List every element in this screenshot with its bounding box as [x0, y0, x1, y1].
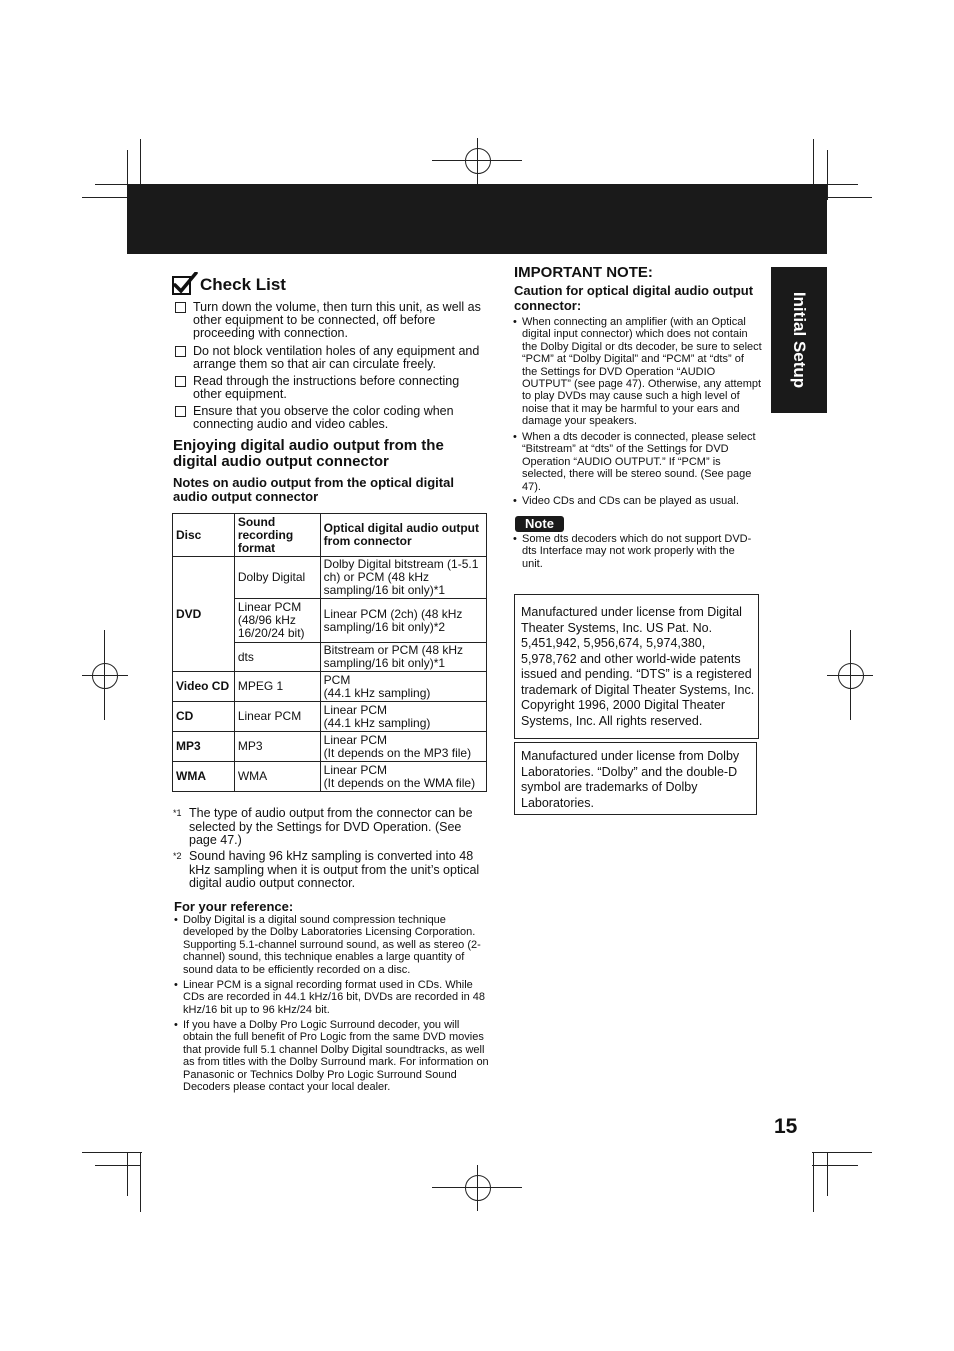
- table-cell: Linear PCM (It depends on the MP3 file): [320, 732, 486, 762]
- note-badge: Note: [515, 516, 564, 532]
- table-header: Sound recording format: [234, 514, 320, 557]
- notes-title: Notes on audio output from the optical digital audio output connector: [173, 475, 454, 504]
- section-title: Enjoying digital audio output from the digital audio output connector: [173, 437, 444, 470]
- check-list-item: Do not block ventilation holes of any equipment and arrange them so that air can circulate freely.: [175, 345, 475, 373]
- list-item: • When a dts decoder is connected, please select “Bitstream” at “dts” of the Settings for DVD Operation “AUDIO OUTPUT.” If “PCM” is selected, there will be stereo sound. (See page 47).: [513, 431, 756, 493]
- checkmark-box-icon: [172, 272, 198, 296]
- check-list-item: Turn down the volume, then turn this unit, as well as other equipment to be connected, off before proceeding with connection.: [175, 301, 475, 341]
- important-note-subtitle: Caution for optical digital audio output connector:: [514, 283, 754, 313]
- table-row: [173, 732, 487, 762]
- footnote: *1 The type of audio output from the connector can be selected by the Settings for DVD Operation. (See page 47.): [173, 806, 473, 847]
- table-cell: dts: [234, 643, 320, 672]
- list-item: • Dolby Digital is a digital sound compression technique developed by the Dolby Laboratories Licensing Corporation. Supporting 5.1-channel surround sound, as well as stereo (2-channel) sound, this technique enables a large quantity of sound data to be efficiently recorded on a disc.: [174, 914, 481, 976]
- checkbox-icon: [175, 346, 186, 357]
- important-note-title: IMPORTANT NOTE:: [514, 264, 653, 281]
- table-cell: Linear PCM: [234, 702, 320, 732]
- header-bar: [127, 184, 827, 254]
- table-cell: WMA: [173, 762, 235, 792]
- table-row: [173, 672, 487, 702]
- table-cell: MP3: [234, 732, 320, 762]
- checkbox-icon: [175, 406, 186, 417]
- table-cell: Linear PCM (44.1 kHz sampling): [320, 702, 486, 732]
- list-item: • Some dts decoders which do not support DVD-dts Interface may not work properly with the unit.: [513, 533, 752, 570]
- footnote: *2 Sound having 96 kHz sampling is converted into 48 kHz sampling when it is output from the unit’s optical digital audio output connector.: [173, 849, 480, 890]
- side-tab: [771, 267, 827, 413]
- dts-license-box: [514, 594, 759, 739]
- table-cell: MPEG 1: [234, 672, 320, 702]
- table-cell: Dolby Digital: [234, 557, 320, 599]
- dolby-license-text: Manufactured under license from Dolby Laboratories. “Dolby” and the double-D symbol are trademarks of Dolby Laboratories.: [521, 749, 740, 810]
- page-number: 15: [774, 1115, 798, 1138]
- table-cell: WMA: [234, 762, 320, 792]
- table-header: Optical digital audio output from connector: [320, 514, 486, 557]
- side-tab-label: Initial Setup: [790, 291, 809, 389]
- table-cell: Video CD: [173, 672, 235, 702]
- table-cell: CD: [173, 702, 235, 732]
- table-header: Disc: [173, 514, 235, 557]
- table-cell: MP3: [173, 732, 235, 762]
- table-header-row: [173, 514, 487, 557]
- list-item: • Linear PCM is a signal recording format used in CDs. While CDs are recorded in 44.1 kHz/16 bit, DVDs are recorded in 48 kHz/16 bit up to 96 kHz/24 bit.: [174, 979, 486, 1016]
- check-list-title: Check List: [200, 275, 286, 294]
- table-cell: PCM (44.1 kHz sampling): [320, 672, 486, 702]
- checkbox-icon: [175, 376, 186, 387]
- dolby-license-box: [514, 742, 757, 815]
- list-item: • Video CDs and CDs can be played as usual.: [513, 495, 739, 507]
- table-cell: Dolby Digital bitstream (1-5.1 ch) or PCM (48 kHz sampling/16 bit only)*1: [320, 557, 486, 599]
- table-row: [173, 557, 487, 599]
- table-row: [173, 762, 487, 792]
- table-cell: Linear PCM (It depends on the WMA file): [320, 762, 486, 792]
- list-item: • If you have a Dolby Pro Logic Surround decoder, you will obtain the full benefit of Pro Logic from the same DVD movies that provide full 5.1 channel Dolby Digital soundtracks, as well as from titles with the Dolby Surround mark. For information on Panasonic or Technics Dolby Pro Logic Surround Sound Decoders please contact your local dealer.: [174, 1019, 489, 1094]
- check-list-item: Read through the instructions before connecting other equipment.: [175, 375, 475, 403]
- table-row: [173, 702, 487, 732]
- reference-title: For your reference:: [174, 899, 294, 914]
- dts-license-text: Manufactured under license from Digital Theater Systems, Inc. US Pat. No. 5,451,942, 5,956,674, 5,974,380, 5,978,762 and other world-wide patents issued and pending. “DTS” is a registered trademark of Digital Theater Systems, Inc. Copyright 1996, 2000 Digital Theater Systems, Inc. All rights reserved.: [521, 605, 755, 728]
- table-cell: Linear PCM (2ch) (48 kHz sampling/16 bit only)*2: [320, 599, 486, 643]
- checkbox-icon: [175, 302, 186, 313]
- check-list-item: Ensure that you observe the color coding when connecting audio and video cables.: [175, 405, 475, 433]
- list-item: • When connecting an amplifier (with an Optical digital input connector) which does not contain the Dolby Digital or dts decoder, be sure to select “PCM” at “Dolby Digital” and “PCM” at “dts” of the Settings for DVD Operation “AUDIO OUTPUT” (see page 47). Otherwise, any attempt to play DVDs may cause such a high level of noise that it may be harmful to your ears and damage your speakers.: [513, 316, 762, 428]
- audio-output-table: [172, 513, 487, 792]
- table-cell: Linear PCM (48/96 kHz 16/20/24 bit): [234, 599, 320, 643]
- table-cell: Bitstream or PCM (48 kHz sampling/16 bit only)*1: [320, 643, 486, 672]
- table-cell: DVD: [173, 557, 235, 672]
